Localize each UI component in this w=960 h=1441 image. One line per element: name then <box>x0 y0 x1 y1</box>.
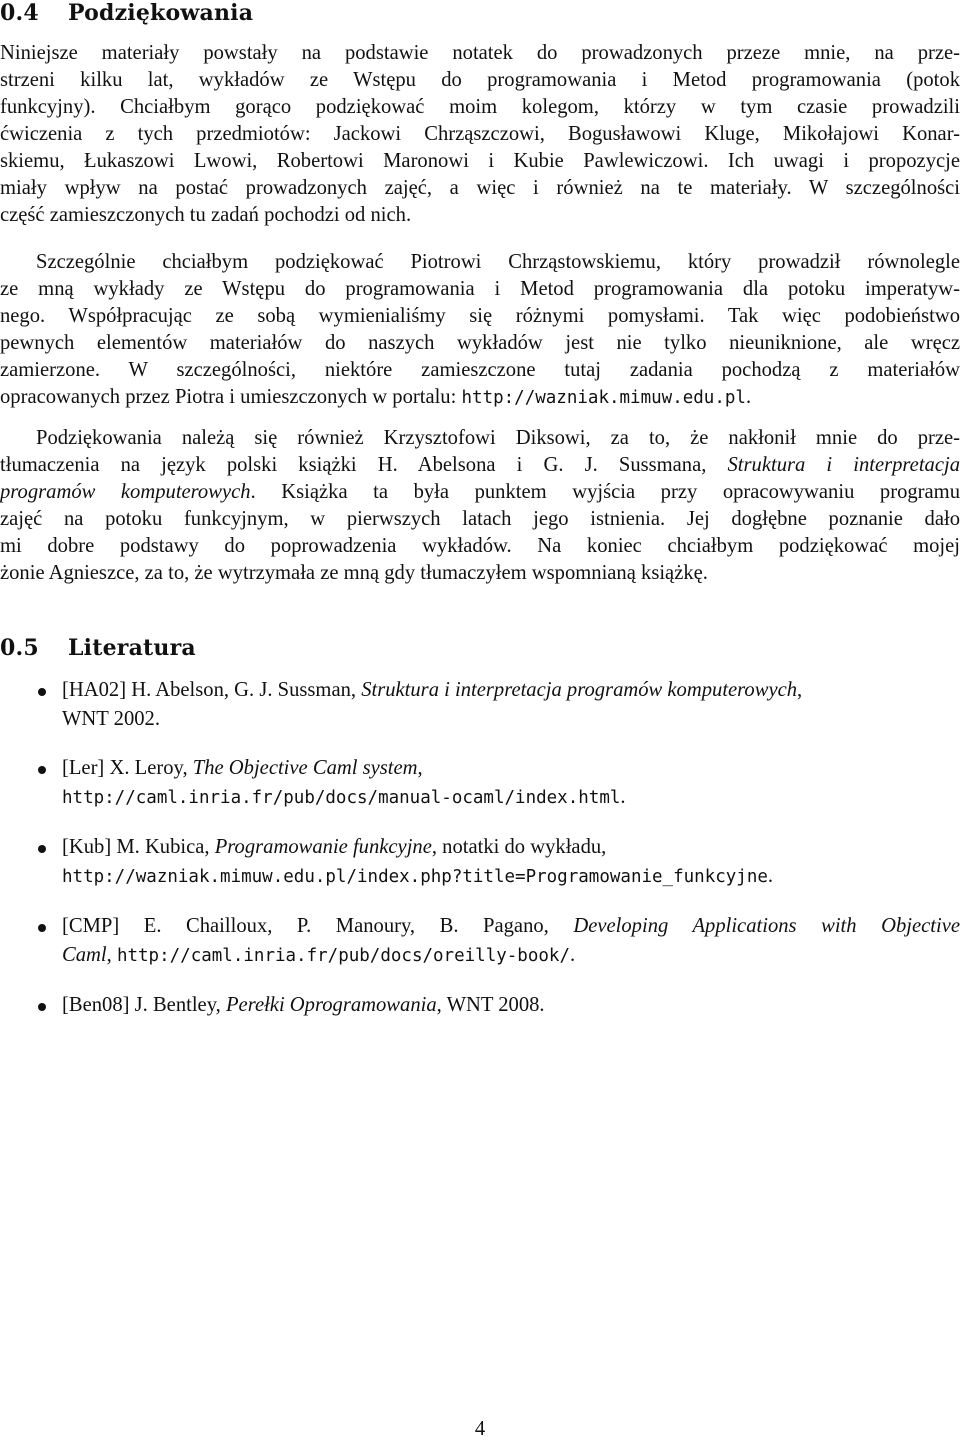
reference-title: Struktura i interpretacja programów komputerowych <box>361 679 797 701</box>
bibliography-item <box>0 991 960 1020</box>
bibliography-item <box>0 676 960 734</box>
reference-end: . <box>768 865 773 887</box>
bullet-icon <box>38 924 46 932</box>
text-fragment: . <box>746 386 751 408</box>
text-line: Niniejsze materiały powstały na podstawie notatek do prowadzonych przeze mnie, na prze- <box>0 40 960 67</box>
section-number: 0.4 <box>0 0 68 26</box>
reference-line <box>62 991 960 1020</box>
text-line: część zamieszczonych tu zadań pochodzi od nich. <box>0 202 960 229</box>
text-line: Podziękowania należą się również Krzysztofowi Diksowi, za to, że nakłonił mnie do prze- <box>0 425 960 452</box>
reference-end: . <box>570 944 575 966</box>
paragraph-acknowledgements-3 <box>0 425 960 587</box>
text-line: ze mną wykłady ze Wstępu do programowania i Metod programowania dla potoku imperatyw- <box>0 276 960 303</box>
text-fragment: . Książka ta była punktem wyjścia przy opracowywaniu programu <box>251 481 960 503</box>
bibliography-item <box>0 912 960 971</box>
reference-line <box>62 912 960 941</box>
reference-title: Caml <box>62 944 107 966</box>
text-fragment: tłumaczenia na język polski książki H. Abelsona i G. J. Sussmana, <box>0 454 728 476</box>
reference-line <box>62 754 960 783</box>
book-title: programów komputerowych <box>0 481 251 503</box>
paragraph-acknowledgements-1 <box>0 40 960 229</box>
reference-author: [CMP] E. Chailloux, P. Manoury, B. Pagano, <box>62 915 573 937</box>
section-number: 0.5 <box>0 635 68 661</box>
text-line: Szczególnie chciałbym podziękować Piotrowi Chrząstowskiemu, który prowadził równolegle <box>0 249 960 276</box>
reference-line: WNT 2002. <box>62 705 960 734</box>
book-title: Struktura i interpretacja <box>728 454 960 476</box>
portal-link[interactable]: http://wazniak.mimuw.edu.pl <box>461 388 745 408</box>
text-line: strzeni kilku lat, wykładów ze Wstępu do programowania i Metod programowania (potok <box>0 67 960 94</box>
section-heading-literatura <box>0 635 196 661</box>
text-line: nego. Współpracując ze sobą wymienialiśmy się różnymi pomysłami. Tak więc podobieństwo <box>0 303 960 330</box>
reference-line <box>62 783 960 813</box>
text-line: skiemu, Łukaszowi Lwowi, Robertowi Maronowi i Kubie Pawlewiczowi. Ich uwagi i propozycje <box>0 148 960 175</box>
text-line: miały wpływ na postać prowadzonych zajęć, a więc i również na te materiały. W szczególności <box>0 175 960 202</box>
reference-author: [HA02] H. Abelson, G. J. Sussman, <box>62 679 361 701</box>
bullet-icon <box>38 766 46 774</box>
reference-author: [Ler] X. Leroy, <box>62 757 193 779</box>
reference-suffix: , <box>418 757 423 779</box>
reference-title: Perełki Oprogramowania <box>226 994 437 1016</box>
paragraph-acknowledgements-2 <box>0 249 960 411</box>
text-line: żonie Agnieszce, za to, że wytrzymała ze mną gdy tłumaczyłem wspomnianą książkę. <box>0 560 960 587</box>
bibliography-item <box>0 754 960 813</box>
reference-suffix: , WNT 2008. <box>437 994 545 1016</box>
text-fragment: opracowanych przez Piotra i umieszczonych w portalu: <box>0 386 461 408</box>
reference-line <box>62 833 960 862</box>
reference-line <box>62 941 960 971</box>
text-line <box>0 384 960 411</box>
reference-author: [Ben08] J. Bentley, <box>62 994 226 1016</box>
text-line: ćwiczenia z tych przedmiotów: Jackowi Chrząszczowi, Bogusławowi Kluge, Mikołajowi Konar- <box>0 121 960 148</box>
bullet-icon <box>38 1003 46 1011</box>
reference-link[interactable]: http://wazniak.mimuw.edu.pl/index.php?title=Programowanie_funkcyjne <box>62 867 768 887</box>
text-line <box>0 479 960 506</box>
reference-link[interactable]: http://caml.inria.fr/pub/docs/manual-ocaml/index.html <box>62 788 620 808</box>
text-line: funkcyjny). Chciałbym gorąco podziękować moim kolegom, którzy w tym czasie prowadzili <box>0 94 960 121</box>
reference-line <box>62 862 960 892</box>
text-line: mi dobre podstawy do poprowadzenia wykładów. Na koniec chciałbym podziękować mojej <box>0 533 960 560</box>
reference-suffix: , <box>107 944 117 966</box>
text-line: pewnych elementów materiałów do naszych wykładów jest nie tylko nieuniknione, ale wręcz <box>0 330 960 357</box>
reference-suffix: , <box>797 679 802 701</box>
text-line: zamierzone. W szczególności, niektóre zamieszczone tutaj zadania pochodzą z materiałów <box>0 357 960 384</box>
section-title: Literatura <box>68 635 196 661</box>
section-title: Podziękowania <box>68 0 253 26</box>
reference-end: . <box>620 786 625 808</box>
bibliography-item <box>0 833 960 892</box>
reference-link[interactable]: http://caml.inria.fr/pub/docs/oreilly-book/ <box>117 946 570 966</box>
reference-title: Developing Applications with Objective <box>573 915 960 937</box>
bullet-icon <box>38 845 46 853</box>
reference-title: The Objective Caml system <box>193 757 418 779</box>
bibliography-list <box>0 676 960 1040</box>
reference-author: [Kub] M. Kubica, <box>62 836 215 858</box>
reference-title: Programowanie funkcyjne <box>215 836 432 858</box>
text-line <box>0 452 960 479</box>
section-heading-podziekowania <box>0 0 253 26</box>
page-number: 4 <box>0 1418 960 1441</box>
reference-suffix: , notatki do wykładu, <box>432 836 606 858</box>
reference-line <box>62 676 960 705</box>
bullet-icon <box>38 688 46 696</box>
text-line: zajęć na potoku funkcyjnym, w pierwszych latach jego istnienia. Jej dogłębne poznanie dało <box>0 506 960 533</box>
